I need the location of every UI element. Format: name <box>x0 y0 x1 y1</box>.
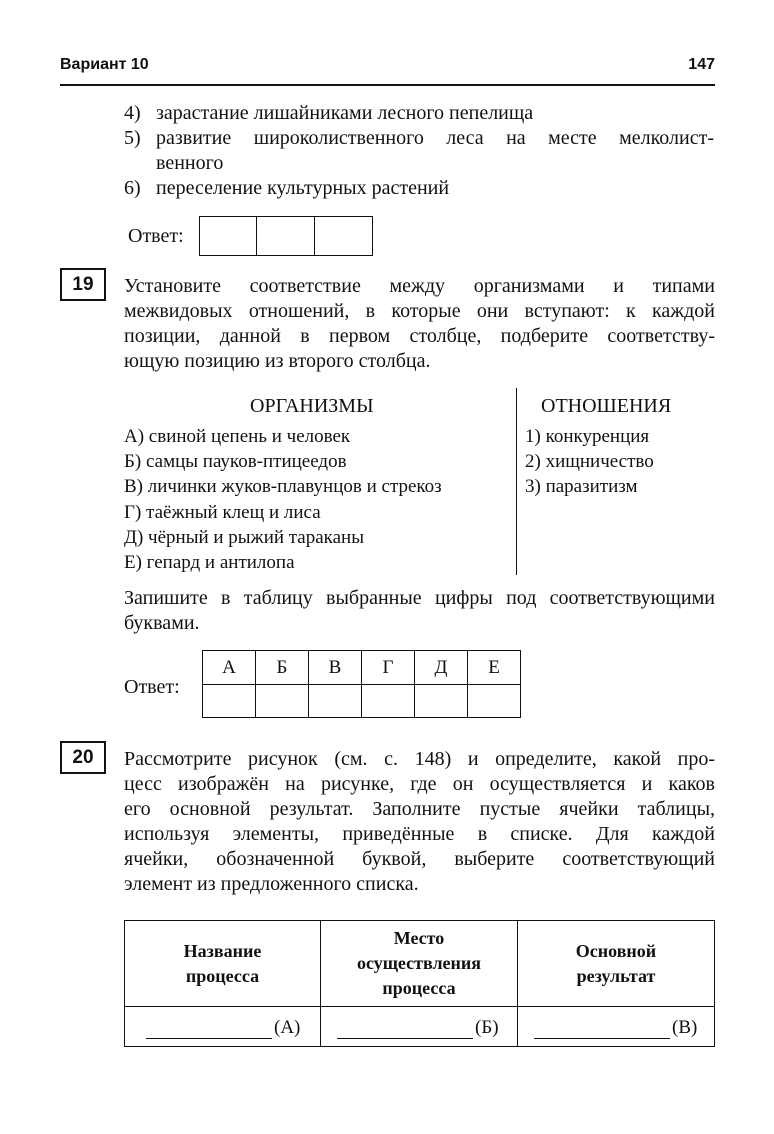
relations-column-title: ОТНОШЕНИЯ <box>541 395 672 417</box>
organism-item: Г) таёжный клещ и лиса <box>124 501 321 523</box>
letter-cell: Б <box>255 650 309 685</box>
header-line: Место <box>393 928 445 948</box>
blank-label: (А) <box>274 1017 301 1038</box>
list-item-text-cont: венного <box>156 152 224 174</box>
answer-cell[interactable] <box>199 216 257 256</box>
organism-item: А) свиной цепень и человек <box>124 426 351 447</box>
header-rule <box>60 84 715 86</box>
list-item-text: развитие широколиственного леса на месте мелколист- <box>156 127 714 149</box>
list-item-num: 5) <box>124 127 141 149</box>
blank-line <box>146 1020 272 1039</box>
blank-a[interactable] <box>146 1015 300 1039</box>
organism-item: Д) чёрный и рыжий тараканы <box>124 526 364 548</box>
q19-text-line: позиции, данной в первом столбце, подберите соответству- <box>124 325 715 347</box>
list-item-num: 6) <box>124 177 141 199</box>
q20-text-line: ячейки, обозначенной буквой, выберите соответствующий <box>124 848 715 870</box>
q19-instruction-cont: буквами. <box>124 612 200 634</box>
organisms-list <box>124 424 442 575</box>
organism-item: В) личинки жуков-плавунцов и стрекоз <box>124 476 442 498</box>
letter-cell: В <box>308 650 362 685</box>
q20-text-line: используя элементы, приведённые в списке. Для каждой <box>124 823 715 845</box>
q19-text-line: Установите соответствие между организмами и типами <box>124 275 715 297</box>
header-process-name <box>124 920 321 1007</box>
organism-item: Б) самцы пауков-птицеедов <box>124 451 347 473</box>
blank-line <box>534 1020 670 1039</box>
blank-line <box>337 1020 473 1039</box>
answer-cell[interactable] <box>314 216 373 256</box>
answer-label: Ответ: <box>128 225 184 247</box>
answer-cell[interactable] <box>361 684 415 718</box>
q20-text-line: элемент из предложенного списка. <box>124 873 419 895</box>
running-header-title: Вариант 10 <box>60 56 149 73</box>
answer-cell[interactable] <box>255 684 309 718</box>
blank-label: (Б) <box>475 1017 499 1038</box>
relation-item: 2) хищничество <box>525 451 654 473</box>
answer-label: Ответ: <box>124 676 180 698</box>
relation-item: 1) конкуренция <box>525 426 650 447</box>
question-number-19: 19 <box>60 268 106 301</box>
q19-text-line: ющую позицию из второго столбца. <box>124 350 431 372</box>
q20-text-line: его основной результат. Заполните пустые ячейки таблицы, <box>124 798 715 820</box>
list-item-text: переселение культурных растений <box>156 177 450 199</box>
answer-cell[interactable] <box>202 684 256 718</box>
header-line: процесса <box>185 965 260 986</box>
header-line: Основной <box>575 940 657 961</box>
organisms-column-title: ОРГАНИЗМЫ <box>250 395 374 417</box>
q20-text-line: цесс изображён на рисунке, где он осуществляется и каков <box>124 773 715 795</box>
question-number-20: 20 <box>60 741 106 774</box>
header-main-result <box>517 920 715 1007</box>
letter-cell: А <box>202 650 256 685</box>
page-number: 147 <box>688 56 715 73</box>
blank-label: (В) <box>672 1017 698 1038</box>
q19-text-line: межвидовых отношений, в которые они вступают: к каждой <box>124 300 715 322</box>
q19-instruction: Запишите в таблицу выбранные цифры под соответствующими <box>124 587 715 609</box>
letter-cell: Д <box>414 650 468 685</box>
header-line: результат <box>576 965 656 986</box>
column-divider <box>516 388 517 575</box>
list-item-text: зарастание лишайниками лесного пепелища <box>156 102 534 124</box>
answer-cell[interactable] <box>414 684 468 718</box>
letter-cell: Г <box>361 650 415 685</box>
header-line: процесса <box>382 978 456 998</box>
list-item-num: 4) <box>124 102 141 124</box>
header-process-location <box>320 920 518 1007</box>
blank-c[interactable] <box>534 1015 697 1039</box>
relation-item: 3) паразитизм <box>525 476 638 498</box>
header-line: Название <box>183 940 262 961</box>
letter-cell: Е <box>467 650 521 685</box>
q20-text-line: Рассмотрите рисунок (см. с. 148) и определите, какой про- <box>124 748 715 770</box>
header-line: осуществления <box>356 953 482 973</box>
relations-list <box>525 424 654 500</box>
blank-b[interactable] <box>337 1015 499 1039</box>
answer-cell[interactable] <box>256 216 315 256</box>
answer-cell[interactable] <box>467 684 521 718</box>
answer-cell[interactable] <box>308 684 362 718</box>
organism-item: Е) гепард и антилопа <box>124 552 295 574</box>
